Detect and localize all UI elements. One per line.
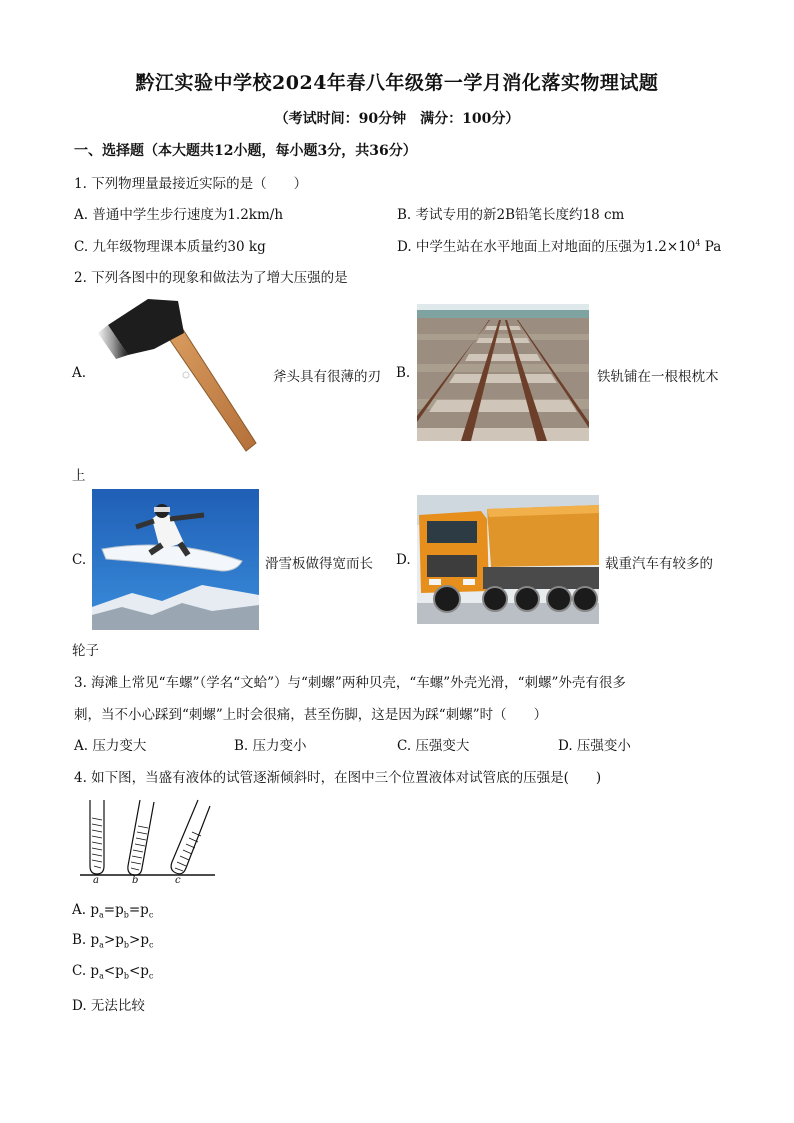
railway-track-icon (417, 304, 589, 441)
q1-option-a[interactable]: A. 普通中学生步行速度为1.2km/h (74, 207, 284, 223)
q2-option-a-label[interactable]: A. (72, 365, 87, 381)
subscript: c (149, 940, 154, 950)
q1-option-b[interactable]: B. 考试专用的新2B铅笔长度约18 cm (397, 207, 625, 223)
q2-option-c-label[interactable]: C. (72, 552, 87, 568)
subscript: a (99, 940, 104, 950)
q3-option-c[interactable]: C. 压强变大 (397, 738, 470, 754)
label-c: c (175, 875, 181, 886)
question-3-line-1: 3. 海滩上常见“车螺”（学名“文蛤”）与“刺螺”两种贝壳，“车螺”外壳光滑，“刺螺”外壳有很多 (74, 675, 626, 691)
q2-option-b-text-continued: 上 (72, 468, 86, 484)
truck-image (417, 495, 599, 624)
q2-option-d-text: 载重汽车有较多的 (605, 556, 713, 572)
option-text: <p (103, 963, 124, 979)
exam-info: （考试时间：90分钟 满分：100分） (274, 111, 520, 127)
q4-option-b[interactable] (72, 932, 153, 950)
subscript: b (123, 940, 130, 950)
axe-image (88, 293, 264, 455)
question-2-stem: 2. 下列各图中的现象和做法为了增大压强的是 (74, 270, 348, 286)
q3-option-d[interactable]: D. 压强变小 (558, 738, 631, 754)
axe-icon (88, 293, 264, 455)
option-text: A. p (72, 902, 99, 918)
question-3-line-2: 刺，当不小心踩到“刺螺”上时会很痛，甚至伤脚，这是因为踩“刺螺”时（ ） (74, 707, 548, 723)
section-heading: 一、选择题（本大题共12小题，每小题3分，共36分） (74, 143, 417, 159)
q4-option-d[interactable]: D. 无法比较 (72, 998, 145, 1014)
page-title: 黔江实验中学校2024年春八年级第一学月消化落实物理试题 (135, 72, 659, 94)
subscript: b (123, 971, 129, 981)
railway-image (417, 304, 589, 441)
q1-option-d[interactable] (397, 235, 721, 255)
q2-option-d-text-continued: 轮子 (72, 643, 99, 659)
exponent: 4 (695, 238, 701, 248)
subscript: a (99, 971, 104, 981)
option-text: >p (129, 932, 149, 948)
unit: Pa (700, 239, 722, 255)
option-text: =p (128, 902, 149, 918)
subscript: c (148, 971, 154, 981)
option-text: C. p (72, 963, 100, 979)
option-text: <p (128, 963, 149, 979)
test-tube-figure (80, 796, 215, 888)
question-4-stem: 4. 如下图，当盛有液体的试管逐渐倾斜时，在图中三个位置液体对试管底的压强是( ) (74, 770, 602, 786)
label-b: b (132, 875, 139, 886)
subscript: b (123, 910, 129, 920)
q2-option-b-text: 铁轨铺在一根根枕木 (597, 369, 719, 385)
question-1-stem: 1. 下列物理量最接近实际的是（ ） (74, 176, 308, 192)
option-text: B. p (72, 932, 100, 948)
test-tubes-icon (80, 796, 215, 888)
snowboarder-image (92, 489, 259, 630)
snowboarder-icon (92, 489, 259, 630)
q3-option-a[interactable]: A. 压力变大 (74, 738, 147, 754)
q1-option-c[interactable]: C. 九年级物理课本质量约30 kg (74, 239, 266, 255)
dump-truck-icon (417, 495, 599, 624)
subscript: a (98, 910, 104, 920)
q2-option-d-label[interactable]: D. (396, 552, 411, 568)
q2-option-a-text: 斧头具有很薄的刃 (273, 369, 381, 385)
q2-option-b-label[interactable]: B. (396, 365, 411, 381)
subscript: c (148, 910, 154, 920)
label-a: a (93, 875, 99, 886)
option-text: =p (103, 902, 124, 918)
q2-option-c-text: 滑雪板做得宽而长 (265, 556, 373, 572)
q4-option-a[interactable] (72, 902, 153, 920)
q1-option-d-text: D. 中学生站在水平地面上对地面的压强为1.2×10 (397, 239, 696, 255)
option-text: >p (103, 932, 124, 948)
q4-option-c[interactable] (72, 963, 153, 981)
q3-option-b[interactable]: B. 压力变小 (234, 738, 307, 754)
